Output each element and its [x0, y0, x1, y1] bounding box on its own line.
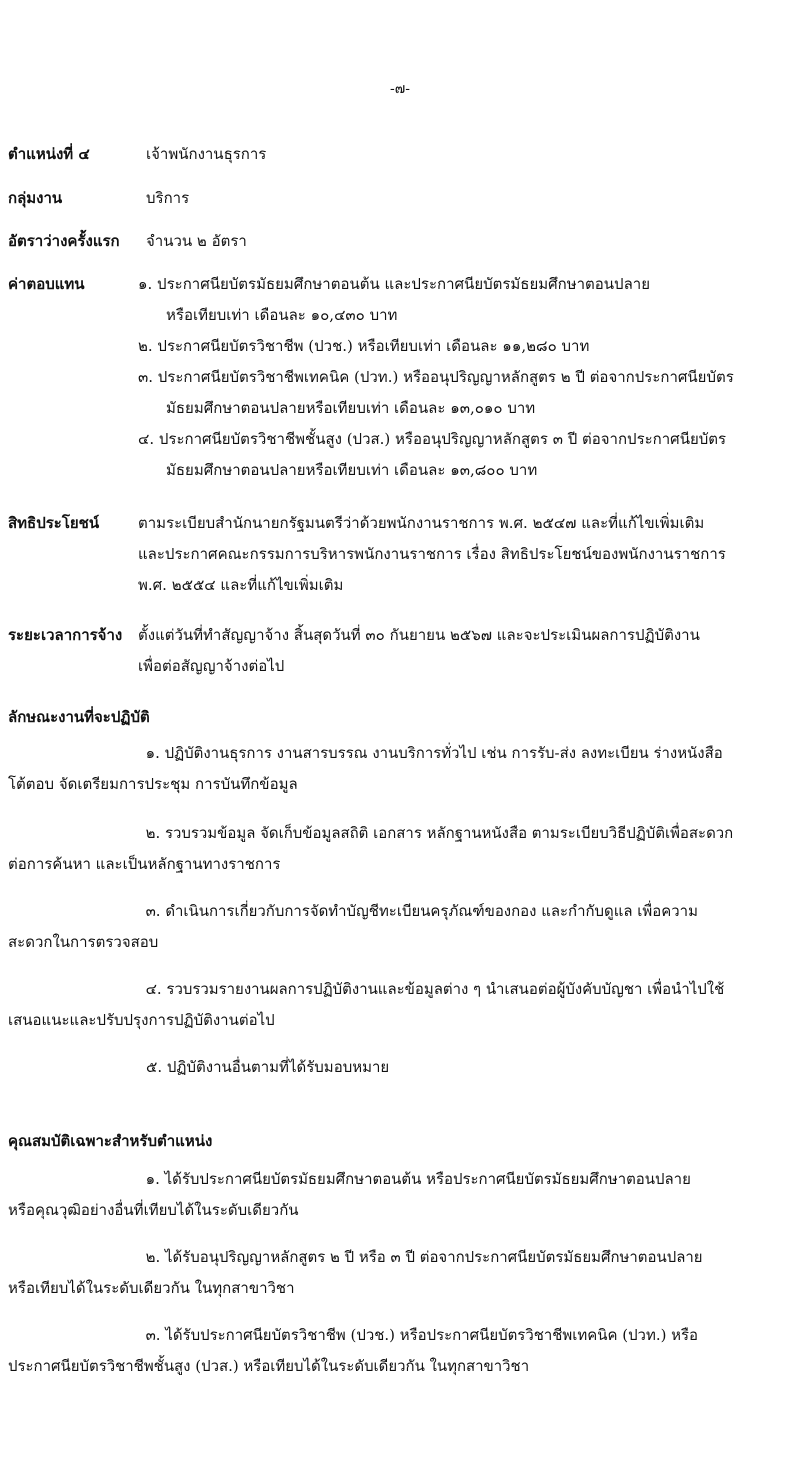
- pay-label: ค่าตอบแทน: [8, 275, 85, 293]
- qualification-item-2: [8, 1242, 792, 1304]
- position-label: ตำแหน่งที่ ๔: [8, 145, 90, 163]
- duty-item-4: [8, 974, 792, 1036]
- pay-item-1-line2: หรือเทียบเท่า เดือนละ ๑๐,๔๓๐ บาท: [166, 306, 398, 324]
- qualification-item-1-line2: หรือคุณวุฒิอย่างอื่นที่เทียบได้ในระดับเดียวกัน: [8, 1201, 299, 1219]
- pay-item-4-line1: ๔. ประกาศนียบัตรวิชาชีพชั้นสูง (ปวส.) หรืออนุปริญญาหลักสูตร ๓ ปี ต่อจากประกาศนียบัตร: [138, 430, 727, 448]
- qualification-item-1-line1: ๑. ได้รับประกาศนียบัตรมัธยมศึกษาตอนต้น หรือประกาศนียบัตรมัธยมศึกษาตอนปลาย: [145, 1170, 691, 1188]
- qualification-item-3-line1: ๓. ได้รับประกาศนียบัตรวิชาชีพ (ปวช.) หรือประกาศนียบัตรวิชาชีพเทคนิค (ปวท.) หรือ: [145, 1326, 699, 1344]
- pay-item-3-line1: ๓. ประกาศนียบัตรวิชาชีพเทคนิค (ปวท.) หรืออนุปริญญาหลักสูตร ๒ ปี ต่อจากประกาศนียบัตร: [138, 368, 734, 386]
- benefits-line-2: และประกาศคณะกรรมการบริหารพนักงานราชการ เรื่อง สิทธิประโยชน์ของพนักงานราชการ: [138, 545, 726, 563]
- term-text: [138, 620, 788, 682]
- term-label: ระยะเวลาการจ้าง: [8, 626, 123, 644]
- pay-list: [138, 269, 784, 486]
- duty-item-3: [8, 896, 792, 958]
- benefits-label: สิทธิประโยชน์: [8, 514, 100, 532]
- duty-item-2: [8, 818, 792, 880]
- duty-item-4-line2: เสนอแนะและปรับปรุงการปฏิบัติงานต่อไป: [8, 1011, 275, 1029]
- page-number: -๗-: [390, 81, 410, 97]
- qualification-item-3: [8, 1320, 792, 1382]
- vacancy-label: อัตราว่างครั้งแรก: [8, 232, 120, 250]
- group-label: กลุ่มงาน: [8, 189, 63, 207]
- vacancy-value: จำนวน ๒ อัตรา: [146, 232, 247, 250]
- pay-item-1-line1: ๑. ประกาศนียบัตรมัธยมศึกษาตอนต้น และประกาศนียบัตรมัธยมศึกษาตอนปลาย: [138, 275, 650, 293]
- duty-item-2-line1: ๒. รวบรวมข้อมูล จัดเก็บข้อมูลสถิติ เอกสาร หลักฐานหนังสือ ตามระเบียบวิธีปฏิบัติเพื่อสะดวก: [145, 824, 734, 842]
- benefits-line-3: พ.ศ. ๒๕๕๔ และที่แก้ไขเพิ่มเติม: [138, 576, 344, 594]
- duty-item-3-line2: สะดวกในการตรวจสอบ: [8, 933, 159, 951]
- qualification-item-2-line2: หรือเทียบได้ในระดับเดียวกัน ในทุกสาขาวิชา: [8, 1279, 295, 1297]
- duty-item-3-line1: ๓. ดำเนินการเกี่ยวกับการจัดทำบัญชีทะเบียนครุภัณฑ์ของกอง และกำกับดูแล เพื่อความ: [145, 902, 698, 920]
- qualification-item-3-line2: ประกาศนียบัตรวิชาชีพชั้นสูง (ปวส.) หรือเทียบได้ในระดับเดียวกัน ในทุกสาขาวิชา: [8, 1357, 530, 1375]
- position-value: เจ้าพนักงานธุรการ: [146, 145, 267, 163]
- term-line-2: เพื่อต่อสัญญาจ้างต่อไป: [138, 657, 285, 675]
- qualification-item-1: [8, 1164, 792, 1226]
- benefits-text: [138, 508, 788, 601]
- duty-item-1: [8, 738, 792, 800]
- duty-item-1-line1: ๑. ปฏิบัติงานธุรการ งานสารบรรณ งานบริการทั่วไป เช่น การรับ-ส่ง ลงทะเบียน ร่างหนังสือ: [145, 744, 723, 762]
- group-value: บริการ: [146, 189, 190, 207]
- duties-heading: ลักษณะงานที่จะปฏิบัติ: [8, 708, 150, 726]
- duty-item-1-line2: โต้ตอบ จัดเตรียมการประชุม การบันทึกข้อมูล: [8, 775, 298, 793]
- qualifications-heading: คุณสมบัติเฉพาะสำหรับตำแหน่ง: [8, 1132, 213, 1150]
- duty-item-2-line2: ต่อการค้นหา และเป็นหลักฐานทางราชการ: [8, 855, 281, 873]
- pay-item-2-line1: ๒. ประกาศนียบัตรวิชาชีพ (ปวช.) หรือเทียบเท่า เดือนละ ๑๑,๒๘๐ บาท: [138, 337, 590, 355]
- benefits-line-1: ตามระเบียบสำนักนายกรัฐมนตรีว่าด้วยพนักงานราชการ พ.ศ. ๒๕๔๗ และที่แก้ไขเพิ่มเติม: [138, 514, 705, 532]
- duty-item-5: ๕. ปฏิบัติงานอื่นตามที่ได้รับมอบหมาย: [146, 1058, 390, 1076]
- pay-item-4-line2: มัธยมศึกษาตอนปลายหรือเทียบเท่า เดือนละ ๑๓,๘๐๐ บาท: [166, 461, 538, 479]
- duty-item-4-line1: ๔. รวบรวมรายงานผลการปฏิบัติงานและข้อมูลต่าง ๆ นำเสนอต่อผู้บังคับบัญชา เพื่อนำไปใช้: [145, 980, 725, 998]
- term-line-1: ตั้งแต่วันที่ทำสัญญาจ้าง สิ้นสุดวันที่ ๓๐ กันยายน ๒๕๖๗ และจะประเมินผลการปฏิบัติงาน: [138, 626, 700, 644]
- pay-item-3-line2: มัธยมศึกษาตอนปลายหรือเทียบเท่า เดือนละ ๑๓,๐๑๐ บาท: [166, 399, 536, 417]
- qualification-item-2-line1: ๒. ได้รับอนุปริญญาหลักสูตร ๒ ปี หรือ ๓ ปี ต่อจากประกาศนียบัตรมัธยมศึกษาตอนปลาย: [145, 1248, 703, 1266]
